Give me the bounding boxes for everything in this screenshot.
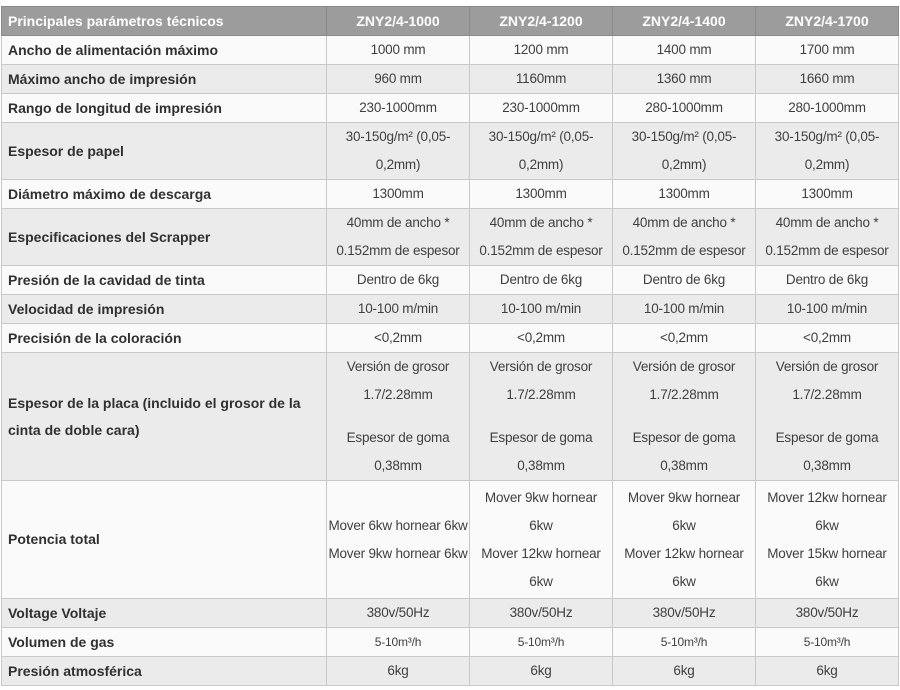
value-line: 40mm de ancho *	[346, 215, 450, 230]
value-line: Versión de grosor	[775, 359, 879, 374]
table-body	[2, 36, 899, 686]
table-header-row	[2, 7, 899, 36]
value-lines	[471, 36, 611, 64]
value-lines	[614, 353, 754, 480]
value-lines	[757, 180, 897, 208]
value-line	[757, 409, 897, 424]
param-value-cell	[327, 353, 470, 481]
value-lines	[328, 657, 468, 685]
value-lines	[757, 484, 897, 596]
value-lines	[471, 65, 611, 93]
value-line: 0.152mm de espesor	[622, 243, 746, 258]
param-value-cell	[613, 36, 756, 65]
value-line: 30-150g/m² (0,05-	[488, 129, 594, 144]
value-line: 6kw	[815, 573, 839, 589]
value-lines	[328, 324, 468, 352]
param-value-cell	[470, 266, 613, 295]
value-line: 380v/50Hz	[652, 605, 716, 620]
value-lines	[471, 123, 611, 179]
model-column-header: ZNY2/4-1700	[756, 7, 899, 36]
value-line: 1400 mm	[656, 42, 712, 57]
value-lines	[328, 209, 468, 265]
param-value-cell	[613, 180, 756, 209]
value-line: 0,38mm	[374, 458, 422, 473]
value-line: 5-10m³/h	[374, 635, 422, 649]
param-value-cell	[756, 657, 899, 686]
value-lines	[614, 628, 754, 656]
value-line: 6kw	[529, 517, 553, 533]
param-name-cell: Ancho de alimentación máximo	[2, 36, 327, 65]
param-value-cell	[327, 628, 470, 657]
value-lines	[328, 180, 468, 208]
spec-row	[2, 628, 899, 657]
value-lines	[614, 295, 754, 323]
value-lines	[614, 266, 754, 294]
value-lines	[614, 657, 754, 685]
value-line: 230-1000mm	[502, 100, 580, 115]
param-value-cell	[327, 36, 470, 65]
param-name-cell: Presión de la cavidad de tinta	[2, 266, 327, 295]
param-name-cell: Espesor de la placa (incluido el grosor de la cinta de doble cara)	[2, 353, 327, 481]
value-line: 380v/50Hz	[366, 605, 430, 620]
value-lines	[471, 599, 611, 627]
value-line: 10-100 m/min	[786, 301, 868, 316]
param-value-cell	[756, 628, 899, 657]
value-line: Mover 9kw hornear	[484, 489, 598, 505]
value-line: <0,2mm	[660, 330, 708, 345]
value-line: Versión de grosor	[632, 359, 736, 374]
value-line: Mover 15kw hornear	[767, 545, 887, 561]
value-lines	[757, 266, 897, 294]
value-line: 1.7/2.28mm	[363, 387, 433, 402]
spec-row	[2, 94, 899, 123]
param-name-cell: Especificaciones del Scrapper	[2, 209, 327, 266]
value-line: 30-150g/m² (0,05-	[774, 129, 880, 144]
value-line: Espesor de goma	[632, 430, 736, 445]
value-line: 0,2mm)	[804, 157, 850, 172]
value-lines	[471, 266, 611, 294]
value-lines	[328, 94, 468, 122]
value-lines	[471, 180, 611, 208]
spec-row	[2, 123, 899, 180]
value-line: 1.7/2.28mm	[792, 387, 862, 402]
value-lines	[757, 657, 897, 685]
value-line: 0.152mm de espesor	[336, 243, 460, 258]
value-line: Mover 12kw hornear	[767, 489, 887, 505]
table-title: Principales parámetros técnicos	[2, 7, 327, 36]
value-lines	[328, 123, 468, 179]
value-line: <0,2mm	[517, 330, 565, 345]
param-value-cell	[756, 209, 899, 266]
param-value-cell	[756, 65, 899, 94]
param-name-cell: Velocidad de impresión	[2, 295, 327, 324]
value-line: 30-150g/m² (0,05-	[345, 129, 451, 144]
param-value-cell	[613, 628, 756, 657]
value-lines	[328, 599, 468, 627]
param-name-cell: Potencia total	[2, 481, 327, 599]
value-line: 1160mm	[515, 71, 567, 86]
value-line: 40mm de ancho *	[489, 215, 593, 230]
value-line: 10-100 m/min	[357, 301, 439, 316]
value-line: Mover 9kw hornear 6kw	[328, 545, 468, 561]
value-line: 1300mm	[658, 186, 710, 201]
value-line: 10-100 m/min	[500, 301, 582, 316]
value-line: Dentro de 6kg	[356, 272, 440, 287]
value-lines	[328, 512, 468, 568]
param-value-cell	[470, 657, 613, 686]
value-lines	[328, 36, 468, 64]
spec-row	[2, 353, 899, 481]
param-value-cell	[613, 324, 756, 353]
param-name-cell: Volumen de gas	[2, 628, 327, 657]
value-line: 1300mm	[372, 186, 424, 201]
param-value-cell	[756, 295, 899, 324]
value-line: 1300mm	[515, 186, 567, 201]
param-value-cell	[327, 295, 470, 324]
value-lines	[757, 65, 897, 93]
value-lines	[614, 324, 754, 352]
value-line: 280-1000mm	[788, 100, 866, 115]
value-lines	[328, 353, 468, 480]
value-line: 960 mm	[374, 71, 422, 86]
value-lines	[328, 266, 468, 294]
param-value-cell	[470, 209, 613, 266]
param-value-cell	[327, 123, 470, 180]
value-line: Dentro de 6kg	[642, 272, 726, 287]
value-line: 380v/50Hz	[509, 605, 573, 620]
param-value-cell	[613, 657, 756, 686]
value-line: 1.7/2.28mm	[506, 387, 576, 402]
value-line: 1.7/2.28mm	[649, 387, 719, 402]
value-line: 10-100 m/min	[643, 301, 725, 316]
param-value-cell	[756, 353, 899, 481]
param-value-cell	[756, 599, 899, 628]
param-value-cell	[327, 94, 470, 123]
param-name-cell: Máximo ancho de impresión	[2, 65, 327, 94]
model-column-header: ZNY2/4-1200	[470, 7, 613, 36]
value-line: 0,38mm	[803, 458, 851, 473]
param-value-cell	[470, 353, 613, 481]
value-line: Dentro de 6kg	[499, 272, 583, 287]
value-line: 5-10m³/h	[517, 635, 565, 649]
value-line: 1000 mm	[370, 42, 426, 57]
value-line: 6kg	[673, 663, 695, 678]
param-value-cell	[613, 65, 756, 94]
value-lines	[614, 123, 754, 179]
spec-row	[2, 65, 899, 94]
value-line: 40mm de ancho *	[632, 215, 736, 230]
param-value-cell	[470, 295, 613, 324]
value-line: Espesor de goma	[489, 430, 593, 445]
value-line: Mover 9kw hornear	[627, 489, 741, 505]
value-lines	[471, 628, 611, 656]
param-value-cell	[470, 628, 613, 657]
param-name-cell: Diámetro máximo de descarga	[2, 180, 327, 209]
param-value-cell	[327, 65, 470, 94]
value-lines	[757, 36, 897, 64]
param-name-cell: Espesor de papel	[2, 123, 327, 180]
param-value-cell	[470, 36, 613, 65]
param-value-cell	[470, 94, 613, 123]
param-value-cell	[613, 266, 756, 295]
value-line: 6kw	[529, 573, 553, 589]
value-line	[328, 409, 468, 424]
param-value-cell	[613, 295, 756, 324]
value-line: Versión de grosor	[346, 359, 450, 374]
value-line: 280-1000mm	[645, 100, 723, 115]
value-line	[614, 409, 754, 424]
spec-row	[2, 36, 899, 65]
param-value-cell	[756, 94, 899, 123]
value-line: 6kg	[816, 663, 838, 678]
value-lines	[471, 324, 611, 352]
value-line: <0,2mm	[374, 330, 422, 345]
value-line: 1200 mm	[513, 42, 569, 57]
value-line: Mover 12kw hornear	[624, 545, 744, 561]
spec-row	[2, 657, 899, 686]
value-lines	[614, 94, 754, 122]
value-line: 6kw	[815, 517, 839, 533]
param-value-cell	[613, 209, 756, 266]
param-value-cell	[327, 324, 470, 353]
param-value-cell	[470, 324, 613, 353]
value-lines	[471, 353, 611, 480]
value-line: Espesor de goma	[775, 430, 879, 445]
value-lines	[757, 324, 897, 352]
value-lines	[471, 209, 611, 265]
value-lines	[757, 599, 897, 627]
value-lines	[471, 295, 611, 323]
param-value-cell	[613, 599, 756, 628]
param-value-cell	[756, 481, 899, 599]
model-column-header: ZNY2/4-1000	[327, 7, 470, 36]
value-line: 1300mm	[801, 186, 853, 201]
value-lines	[757, 94, 897, 122]
param-value-cell	[756, 36, 899, 65]
spec-row	[2, 209, 899, 266]
spec-row	[2, 295, 899, 324]
param-value-cell	[613, 481, 756, 599]
param-value-cell	[613, 353, 756, 481]
value-line: 1700 mm	[799, 42, 855, 57]
value-line: 6kw	[672, 517, 696, 533]
param-value-cell	[327, 209, 470, 266]
value-line: Mover 12kw hornear	[481, 545, 601, 561]
value-line: Mover 6kw hornear 6kw	[328, 517, 468, 533]
value-line: Espesor de goma	[346, 430, 450, 445]
value-line: Dentro de 6kg	[785, 272, 869, 287]
value-line: 0,38mm	[517, 458, 565, 473]
value-lines	[757, 353, 897, 480]
value-lines	[757, 209, 897, 265]
param-name-cell: Precisión de la coloración	[2, 324, 327, 353]
value-lines	[328, 295, 468, 323]
param-value-cell	[327, 657, 470, 686]
model-column-header: ZNY2/4-1400	[613, 7, 756, 36]
param-value-cell	[756, 324, 899, 353]
value-line: 5-10m³/h	[803, 635, 851, 649]
spec-row	[2, 266, 899, 295]
param-value-cell	[470, 599, 613, 628]
value-line: 1660 mm	[799, 71, 855, 86]
param-name-cell: Rango de longitud de impresión	[2, 94, 327, 123]
param-value-cell	[327, 599, 470, 628]
param-value-cell	[327, 180, 470, 209]
value-line: 0.152mm de espesor	[765, 243, 889, 258]
value-line: 5-10m³/h	[660, 635, 708, 649]
value-lines	[614, 36, 754, 64]
param-value-cell	[327, 481, 470, 599]
param-value-cell	[613, 123, 756, 180]
spec-row	[2, 180, 899, 209]
param-value-cell	[756, 180, 899, 209]
value-line: 1360 mm	[656, 71, 712, 86]
value-line: 0,2mm)	[375, 157, 421, 172]
value-line: 30-150g/m² (0,05-	[631, 129, 737, 144]
value-line: 0,2mm)	[518, 157, 564, 172]
value-line: 6kg	[387, 663, 409, 678]
value-lines	[328, 65, 468, 93]
value-line: Versión de grosor	[489, 359, 593, 374]
value-line: <0,2mm	[803, 330, 851, 345]
value-lines	[614, 599, 754, 627]
value-lines	[471, 484, 611, 596]
value-lines	[757, 295, 897, 323]
spec-row	[2, 599, 899, 628]
value-lines	[328, 628, 468, 656]
value-line: 40mm de ancho *	[775, 215, 879, 230]
param-name-cell: Presión atmosférica	[2, 657, 327, 686]
value-line: 0,2mm)	[661, 157, 707, 172]
param-value-cell	[470, 180, 613, 209]
value-line: 0,38mm	[660, 458, 708, 473]
param-value-cell	[470, 65, 613, 94]
value-line: 0.152mm de espesor	[479, 243, 603, 258]
param-value-cell	[756, 266, 899, 295]
value-lines	[614, 65, 754, 93]
spec-row	[2, 481, 899, 599]
value-line: 230-1000mm	[359, 100, 437, 115]
value-lines	[471, 94, 611, 122]
value-lines	[471, 657, 611, 685]
value-line: 380v/50Hz	[795, 605, 859, 620]
param-value-cell	[613, 94, 756, 123]
value-line: 6kg	[530, 663, 552, 678]
value-lines	[614, 180, 754, 208]
value-lines	[757, 628, 897, 656]
value-lines	[614, 209, 754, 265]
technical-parameters-table	[1, 6, 899, 686]
param-name-cell: Voltage Voltaje	[2, 599, 327, 628]
value-lines	[757, 123, 897, 179]
param-value-cell	[756, 123, 899, 180]
param-value-cell	[470, 481, 613, 599]
value-line: 6kw	[672, 573, 696, 589]
spec-row	[2, 324, 899, 353]
value-line	[471, 409, 611, 424]
value-lines	[614, 484, 754, 596]
param-value-cell	[327, 266, 470, 295]
param-value-cell	[470, 123, 613, 180]
